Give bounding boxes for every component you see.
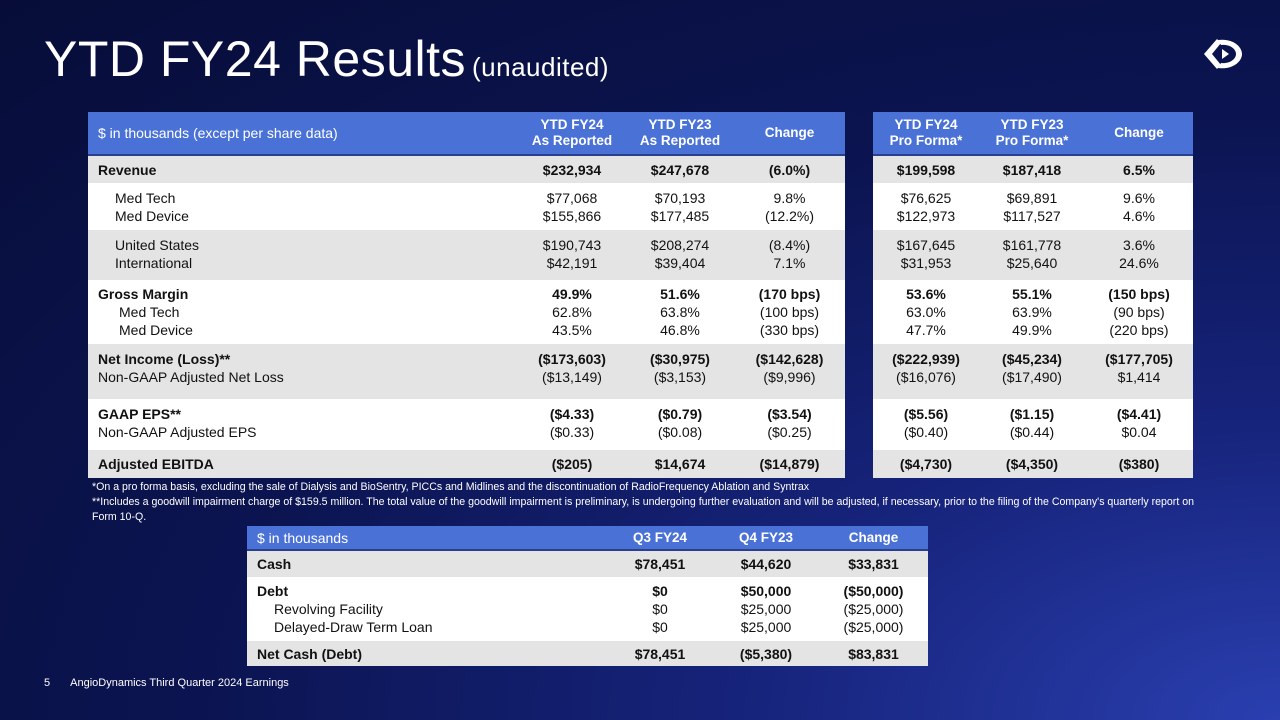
cell: (220 bps): [1085, 321, 1193, 344]
col-ytd-fy23-reported: [626, 112, 734, 155]
table-row: [247, 641, 928, 666]
table-row: [247, 618, 928, 641]
cell: ($380): [1085, 450, 1193, 478]
col-ytd-fy24-reported: [518, 112, 626, 155]
row-label: Cash: [247, 550, 607, 577]
cell: $247,678: [626, 155, 734, 183]
cell: $187,418: [979, 155, 1085, 183]
cell: $50,000: [713, 577, 819, 600]
cell: $0.04: [1085, 423, 1193, 450]
table-row: [88, 399, 845, 423]
cell: ($0.33): [518, 423, 626, 450]
cell: $232,934: [518, 155, 626, 183]
cell: $69,891: [979, 183, 1085, 207]
cell: 63.9%: [979, 303, 1085, 321]
cell: $190,743: [518, 230, 626, 254]
table-row: [88, 155, 845, 183]
table-header-label: $ in thousands (except per share data): [88, 112, 518, 155]
cell: 6.5%: [1085, 155, 1193, 183]
cell: 4.6%: [1085, 207, 1193, 230]
cell: ($4.33): [518, 399, 626, 423]
table-row: [247, 550, 928, 577]
table-row: [88, 254, 845, 280]
cell: ($25,000): [819, 618, 928, 641]
table-row: [873, 423, 1193, 450]
col-ytd-fy24-pro-forma: [873, 112, 979, 155]
cell: $83,831: [819, 641, 928, 666]
cell: $0: [607, 618, 713, 641]
cell: $25,000: [713, 600, 819, 618]
cell: (90 bps): [1085, 303, 1193, 321]
cell: ($1.15): [979, 399, 1085, 423]
cell: $167,645: [873, 230, 979, 254]
cell: ($25,000): [819, 600, 928, 618]
title-main: YTD FY24 Results: [44, 31, 467, 87]
table-row: [873, 303, 1193, 321]
cell: $78,451: [607, 641, 713, 666]
row-label: GAAP EPS**: [88, 399, 518, 423]
row-label: Revolving Facility: [247, 600, 607, 618]
row-label: Med Device: [88, 321, 518, 344]
row-label: Med Device: [88, 207, 518, 230]
cell: 53.6%: [873, 280, 979, 303]
col-header-line: YTD FY24: [894, 117, 958, 132]
cell: ($16,076): [873, 368, 979, 399]
table-row: [873, 399, 1193, 423]
cell: $78,451: [607, 550, 713, 577]
table-row: [247, 600, 928, 618]
cell: ($17,490): [979, 368, 1085, 399]
row-label: Net Cash (Debt): [247, 641, 607, 666]
cell: ($0.25): [734, 423, 845, 450]
pro-forma-table: [873, 112, 1193, 478]
cell: (170 bps): [734, 280, 845, 303]
row-label: United States: [88, 230, 518, 254]
col-ytd-fy23-pro-forma: [979, 112, 1085, 155]
table-row: [88, 280, 845, 303]
table-row: [873, 155, 1193, 183]
cell: ($0.79): [626, 399, 734, 423]
table-row: [873, 207, 1193, 230]
col-header-line: YTD FY24: [540, 117, 604, 132]
cell: $14,674: [626, 450, 734, 478]
cell: 9.6%: [1085, 183, 1193, 207]
col-q3-fy24: Q3 FY24: [607, 526, 713, 550]
cell: 63.8%: [626, 303, 734, 321]
cell: 62.8%: [518, 303, 626, 321]
col-header-line: As Reported: [531, 133, 613, 148]
cell: $1,414: [1085, 368, 1193, 399]
cell: 3.6%: [1085, 230, 1193, 254]
table-row: [873, 254, 1193, 280]
row-label: Med Tech: [88, 183, 518, 207]
cell: $70,193: [626, 183, 734, 207]
table-row: [88, 344, 845, 368]
cell: ($14,879): [734, 450, 845, 478]
table-row: [88, 321, 845, 344]
cell: $177,485: [626, 207, 734, 230]
cell: 47.7%: [873, 321, 979, 344]
cell: ($5.56): [873, 399, 979, 423]
cell: $161,778: [979, 230, 1085, 254]
cell: ($142,628): [734, 344, 845, 368]
cell: 49.9%: [518, 280, 626, 303]
as-reported-table: [88, 112, 845, 478]
footnote-pro-forma: *On a pro forma basis, excluding the sale of Dialysis and BioSentry, PICCs and Midlines and the discontinuation of RadioFrequency Ablation and Syntrax: [92, 481, 810, 493]
row-label: Delayed-Draw Term Loan: [247, 618, 607, 641]
row-label: Gross Margin: [88, 280, 518, 303]
cell: ($30,975): [626, 344, 734, 368]
table-row: [88, 183, 845, 207]
cell: ($45,234): [979, 344, 1085, 368]
cell: ($4.41): [1085, 399, 1193, 423]
title-sub: (unaudited): [472, 52, 610, 82]
cell: 9.8%: [734, 183, 845, 207]
cell: 46.8%: [626, 321, 734, 344]
row-label: International: [88, 254, 518, 280]
cell: ($0.08): [626, 423, 734, 450]
table-row: [873, 280, 1193, 303]
cell: ($173,603): [518, 344, 626, 368]
footer-text: AngioDynamics Third Quarter 2024 Earnings: [70, 677, 289, 689]
col-header-line: Pro Forma*: [889, 133, 963, 148]
table-row: [88, 368, 845, 399]
row-label: Adjusted EBITDA: [88, 450, 518, 478]
table-header-label: $ in thousands: [247, 526, 607, 550]
footer: [44, 677, 289, 689]
row-label: Non-GAAP Adjusted EPS: [88, 423, 518, 450]
cell: $76,625: [873, 183, 979, 207]
table-row: [873, 230, 1193, 254]
row-label: Debt: [247, 577, 607, 600]
cell: 43.5%: [518, 321, 626, 344]
cell: $208,274: [626, 230, 734, 254]
table-row: [873, 183, 1193, 207]
cell: ($4,730): [873, 450, 979, 478]
cell: 51.6%: [626, 280, 734, 303]
cell: $25,640: [979, 254, 1085, 280]
cell: (100 bps): [734, 303, 845, 321]
cell: ($0.40): [873, 423, 979, 450]
cell: 55.1%: [979, 280, 1085, 303]
col-q4-fy23: Q4 FY23: [713, 526, 819, 550]
footnote-goodwill: **Includes a goodwill impairment charge of $159.5 million. The total value of the goodwill impairment is preliminary, is undergoing further evaluation and will be adjusted, if necessary, prior to the filing of the Company's quarterly report on Form 10-Q.: [92, 496, 1194, 523]
table-row: [88, 230, 845, 254]
cell: $155,866: [518, 207, 626, 230]
cell: ($3.54): [734, 399, 845, 423]
angiodynamics-logo-icon: [1198, 32, 1248, 76]
col-change: Change: [734, 112, 845, 155]
page-title: [44, 30, 609, 88]
table-row: [873, 450, 1193, 478]
row-label: Net Income (Loss)**: [88, 344, 518, 368]
col-header-line: As Reported: [639, 133, 721, 148]
cell: $42,191: [518, 254, 626, 280]
cell: $33,831: [819, 550, 928, 577]
table-row: [88, 423, 845, 450]
row-label: Revenue: [88, 155, 518, 183]
cell: 63.0%: [873, 303, 979, 321]
cell: $122,973: [873, 207, 979, 230]
cell: ($205): [518, 450, 626, 478]
table-row: [88, 303, 845, 321]
cell: 7.1%: [734, 254, 845, 280]
cell: ($3,153): [626, 368, 734, 399]
col-header-line: YTD FY23: [648, 117, 712, 132]
col-header-line: Pro Forma*: [995, 133, 1069, 148]
page-number: 5: [44, 677, 51, 689]
col-change: Change: [819, 526, 928, 550]
cell: ($13,149): [518, 368, 626, 399]
cell: (330 bps): [734, 321, 845, 344]
cell: (12.2%): [734, 207, 845, 230]
cell: (150 bps): [1085, 280, 1193, 303]
cell: $0: [607, 577, 713, 600]
cell: 49.9%: [979, 321, 1085, 344]
col-change-pro-forma: Change: [1085, 112, 1193, 155]
cell: $199,598: [873, 155, 979, 183]
table-row: [88, 207, 845, 230]
cell: 24.6%: [1085, 254, 1193, 280]
cell: ($222,939): [873, 344, 979, 368]
cell: $77,068: [518, 183, 626, 207]
table-row: [873, 368, 1193, 399]
row-label: Med Tech: [88, 303, 518, 321]
cell: (8.4%): [734, 230, 845, 254]
cell: ($4,350): [979, 450, 1085, 478]
table-row: [247, 577, 928, 600]
row-label: Non-GAAP Adjusted Net Loss: [88, 368, 518, 399]
cell: (6.0%): [734, 155, 845, 183]
cell: ($0.44): [979, 423, 1085, 450]
cell: $117,527: [979, 207, 1085, 230]
cell: $0: [607, 600, 713, 618]
cell: $31,953: [873, 254, 979, 280]
cash-debt-table: [247, 526, 928, 666]
footnotes: [92, 480, 1202, 525]
cell: ($9,996): [734, 368, 845, 399]
cell: ($177,705): [1085, 344, 1193, 368]
table-row: [88, 450, 845, 478]
table-row: [873, 321, 1193, 344]
table-row: [873, 344, 1193, 368]
col-header-line: YTD FY23: [1000, 117, 1064, 132]
cell: $44,620: [713, 550, 819, 577]
cell: ($50,000): [819, 577, 928, 600]
cell: $39,404: [626, 254, 734, 280]
cell: ($5,380): [713, 641, 819, 666]
cell: $25,000: [713, 618, 819, 641]
